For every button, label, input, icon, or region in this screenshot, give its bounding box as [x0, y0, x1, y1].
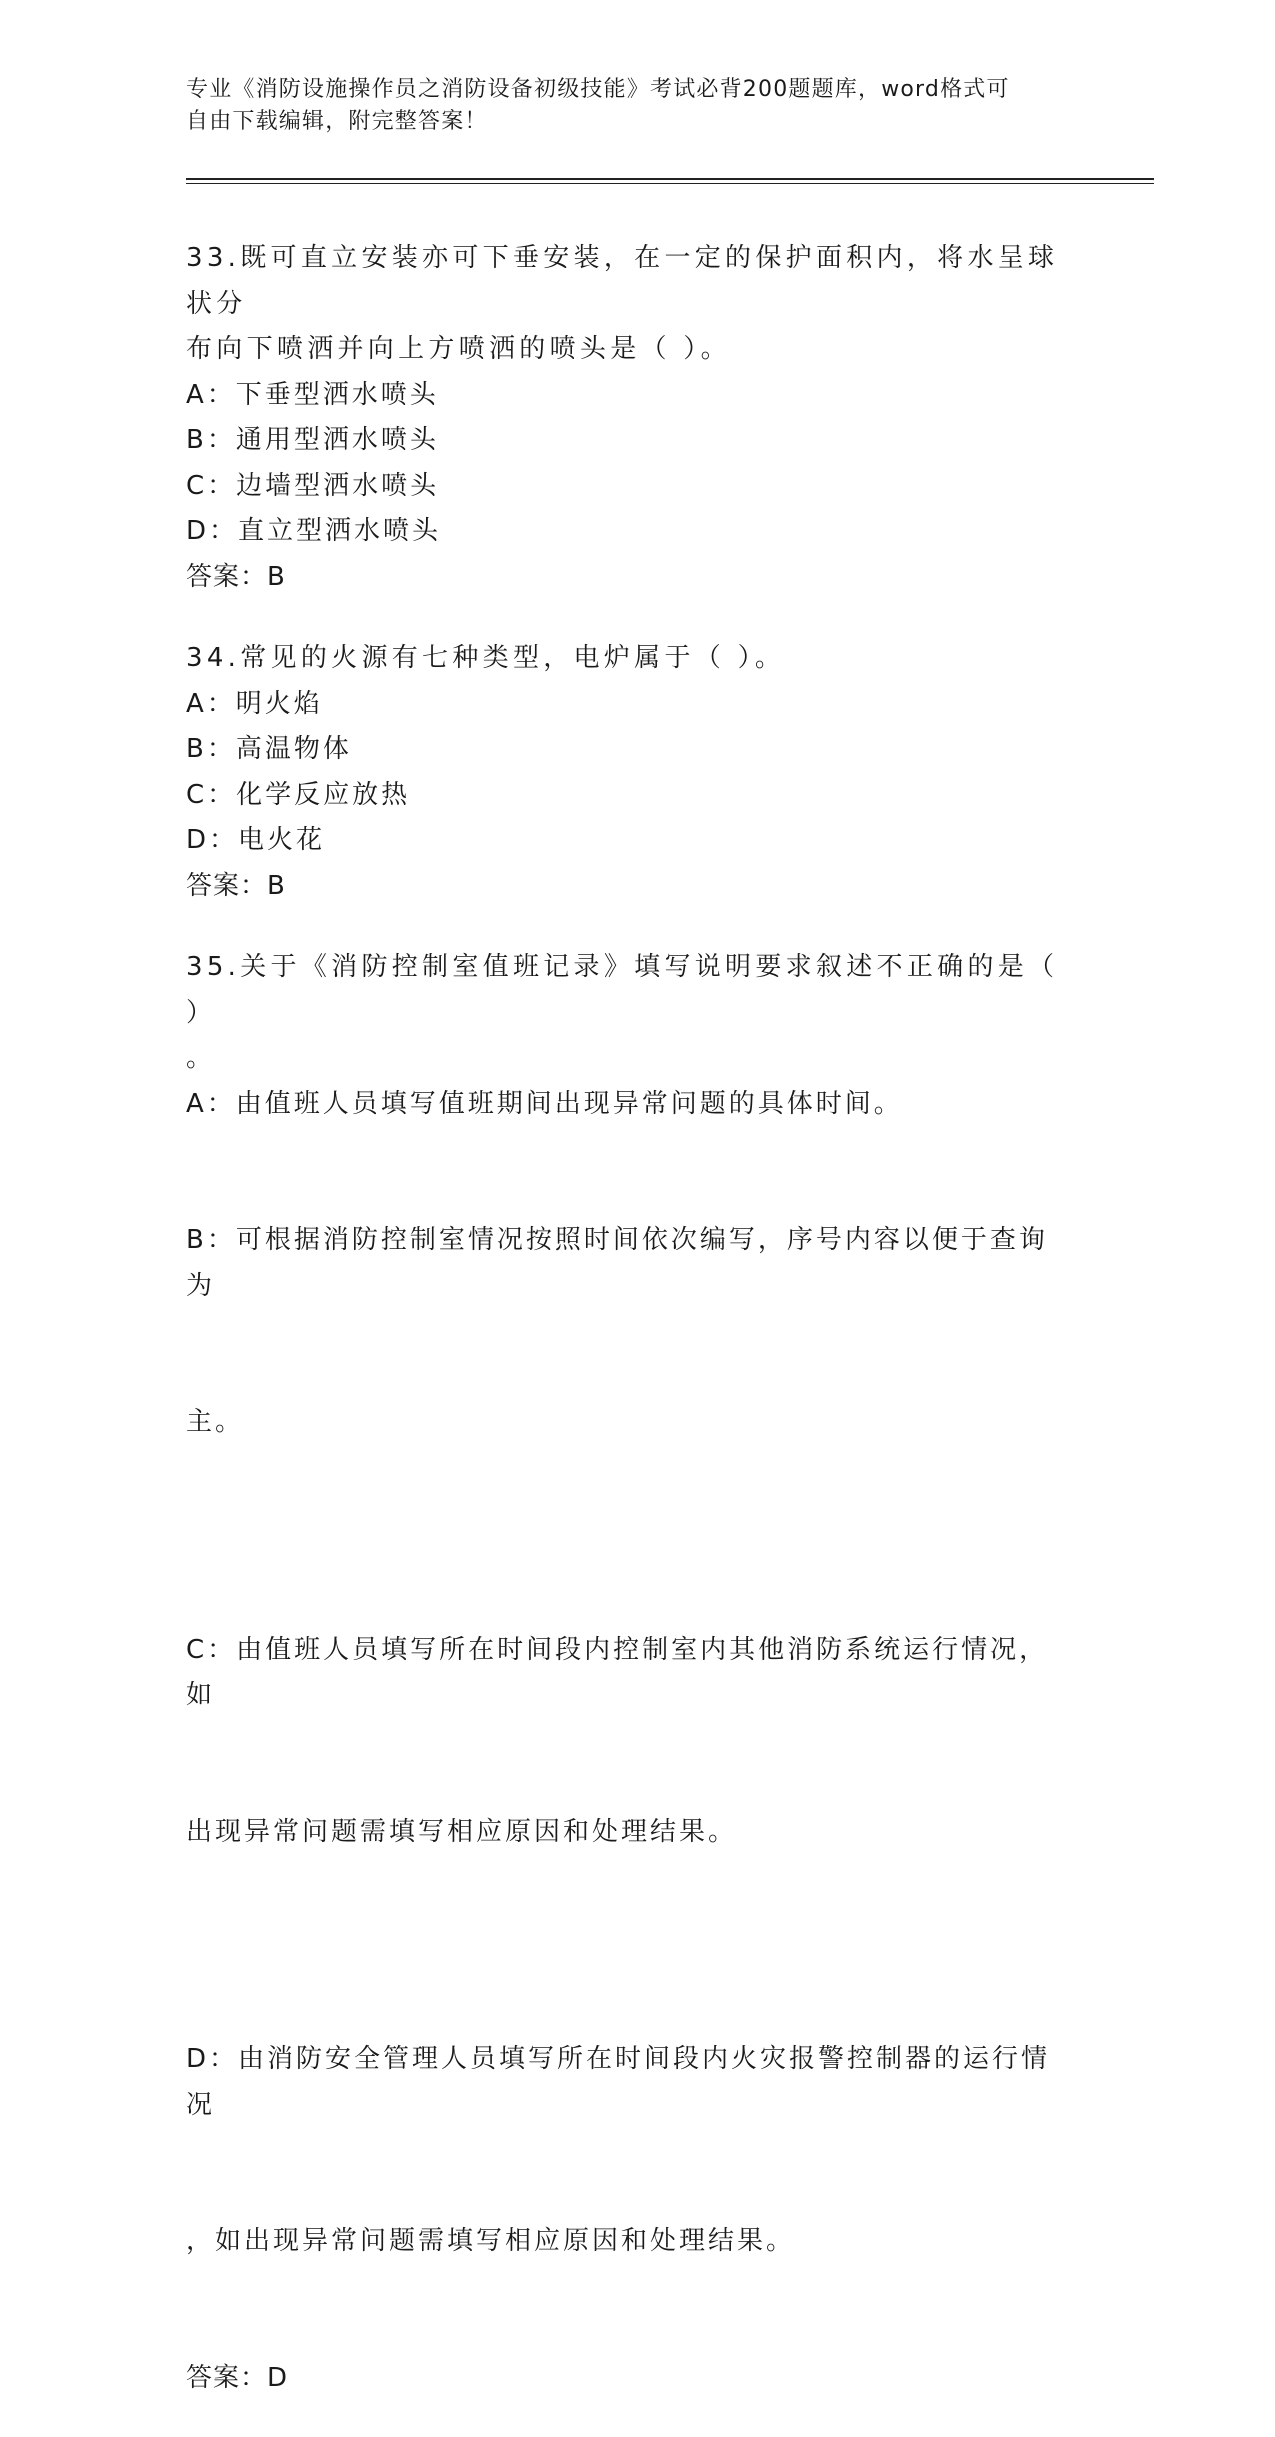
- stem-line: 34.常见的火源有七种类型，电炉属于（ ）。: [186, 643, 786, 673]
- answer-line: 答案：B: [186, 870, 286, 901]
- option-d: D：电火花: [186, 825, 326, 855]
- option-line: C：由值班人员填写所在时间段内控制室内其他消防系统运行情况，如: [186, 1634, 1049, 1710]
- question-stem: [186, 945, 1076, 1082]
- option-b: [186, 1127, 1076, 1537]
- question-stem: [186, 236, 1076, 373]
- document-header: [186, 74, 1076, 138]
- option-b: B：高温物体: [186, 734, 352, 764]
- header-divider-thin: [186, 183, 1154, 184]
- option-line: 主。: [186, 1407, 245, 1437]
- option-c: [186, 1537, 1076, 1947]
- stem-line: 布向下喷洒并向上方喷洒的喷头是（ ）。: [186, 334, 731, 364]
- header-divider-thick: [186, 178, 1154, 180]
- question-33: [186, 236, 1076, 600]
- option-a: A：明火焰: [186, 688, 323, 719]
- option-a: A：由值班人员填写值班期间出现异常问题的具体时间。: [186, 1088, 903, 1119]
- question-35: [186, 945, 1076, 2401]
- option-line: B：可根据消防控制室情况按照时间依次编写，序号内容以便于查询为: [186, 1225, 1048, 1301]
- option-line: ，如出现异常问题需填写相应原因和处理结果。: [186, 2226, 796, 2256]
- option-a: A：下垂型洒水喷头: [186, 379, 439, 410]
- option-b: B：通用型洒水喷头: [186, 425, 439, 455]
- header-line: 自由下载编辑，附完整答案！: [186, 109, 488, 134]
- option-c: C：化学反应放热: [186, 779, 411, 810]
- question-34: [186, 636, 1076, 909]
- stem-line: 。: [186, 1043, 217, 1073]
- stem-line: 35.关于《消防控制室值班记录》填写说明要求叙述不正确的是（ ）: [186, 952, 1059, 1028]
- answer-line: 答案：B: [186, 561, 286, 592]
- header-line: 专业《消防设施操作员之消防设备初级技能》考试必背200题题库，word格式可: [186, 77, 1010, 102]
- option-line: D：由消防安全管理人员填写所在时间段内火灾报警控制器的运行情况: [186, 2044, 1051, 2120]
- option-d: [186, 1946, 1076, 2356]
- stem-line: 33.既可直立安装亦可下垂安装，在一定的保护面积内，将水呈球状分: [186, 243, 1059, 319]
- option-d: D：直立型洒水喷头: [186, 516, 442, 546]
- question-list: [186, 236, 1076, 2437]
- answer-line: 答案：D: [186, 2362, 289, 2393]
- question-stem: [186, 636, 1076, 682]
- option-line: 出现异常问题需填写相应原因和处理结果。: [186, 1816, 738, 1847]
- option-c: C：边墙型洒水喷头: [186, 470, 440, 501]
